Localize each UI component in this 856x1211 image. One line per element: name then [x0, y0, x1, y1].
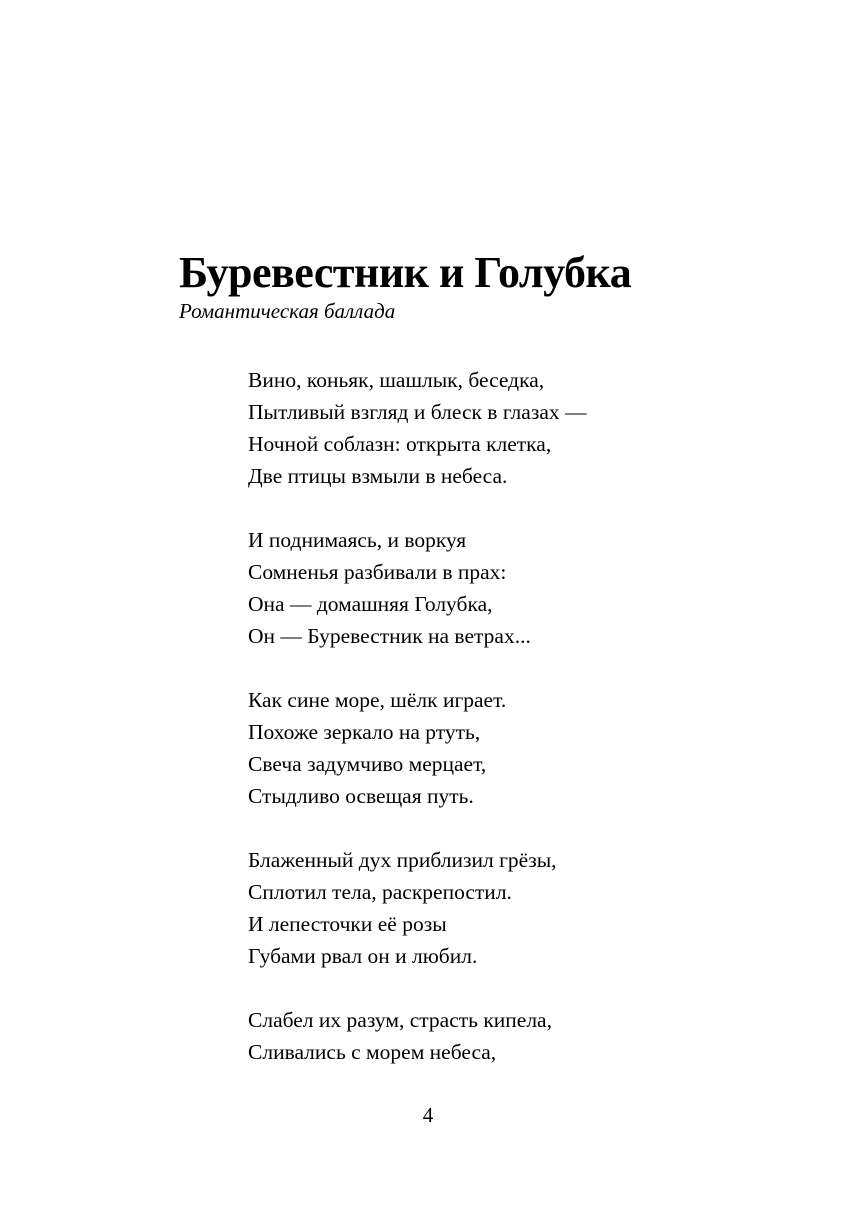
poem-line: Ночной соблазн: открыта клетка, — [248, 432, 552, 456]
poem-line: Сплотил тела, раскрепостил. — [248, 880, 512, 904]
stanza — [248, 844, 587, 972]
poem-line: Он — Буревестник на ветрах... — [248, 624, 531, 648]
poem-line: Вино, коньяк, шашлык, беседка, — [248, 368, 545, 392]
poem-line: Похоже зеркало на ртуть, — [248, 720, 481, 744]
stanza — [248, 1004, 587, 1068]
poem-line: Стыдливо освещая путь. — [248, 784, 474, 808]
poem-line: Она — домашняя Голубка, — [248, 592, 493, 616]
stanza — [248, 524, 587, 652]
poem-line: Как сине море, шёлк играет. — [248, 688, 507, 712]
poem-line: Слабел их разум, страсть кипела, — [248, 1008, 552, 1032]
poem-subtitle: Романтическая баллада — [179, 299, 396, 323]
poem-line: Свеча задумчиво мерцает, — [248, 752, 487, 776]
poem-line: Сливались с морем небеса, — [248, 1040, 497, 1064]
poem-line: Две птицы взмыли в небеса. — [248, 464, 508, 488]
poem-body — [248, 364, 587, 1100]
poem-line: И лепесточки её розы — [248, 912, 447, 936]
poem-line: Губами рвал он и любил. — [248, 944, 478, 968]
poem-title: Буревестник и Голубка — [179, 248, 632, 297]
poem-line: Сомненья разбивали в прах: — [248, 560, 507, 584]
poem-line: Пытливый взгляд и блеск в глазах — — [248, 400, 587, 424]
stanza — [248, 684, 587, 812]
poem-line: И поднимаясь, и воркуя — [248, 528, 467, 552]
poem-line: Блаженный дух приблизил грёзы, — [248, 848, 557, 872]
page-number: 4 — [422, 1103, 434, 1127]
stanza — [248, 364, 587, 492]
